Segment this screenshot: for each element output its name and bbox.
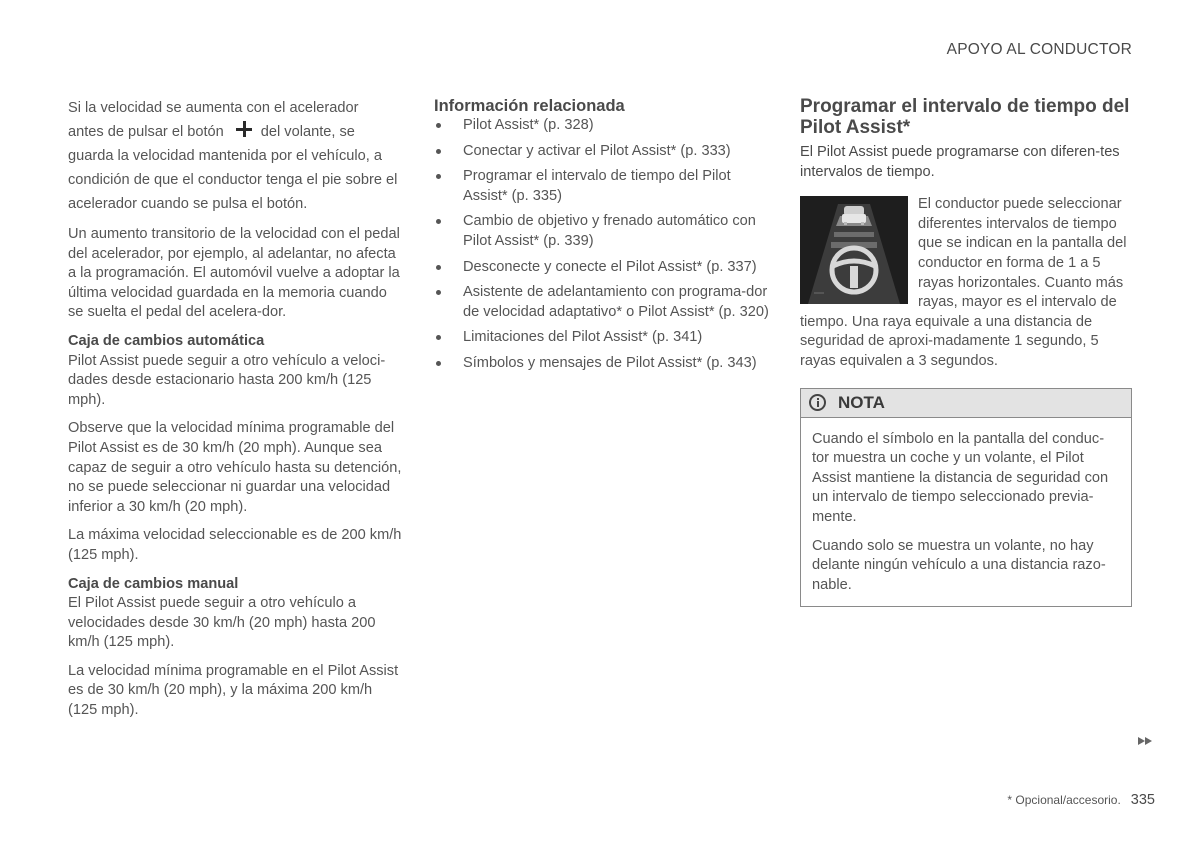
section-intro: El Pilot Assist puede programarse con diferen-tes intervalos de tiempo. xyxy=(800,144,1120,180)
related-link-8[interactable]: Símbolos y mensajes de Pilot Assist* (p. 343) xyxy=(434,354,770,374)
related-link-6[interactable]: Asistente de adelantamiento con programa-dor de velocidad adaptativo* o Pilot Assist* (p. 320) xyxy=(434,283,770,322)
footnote: * Opcional/accesorio. xyxy=(1007,793,1121,807)
note-box xyxy=(800,388,1132,608)
paragraph-intro-part-a: Si la velocidad se aumenta con el acelerador xyxy=(68,100,359,116)
paragraph-intro-part-b: antes de pulsar el botón xyxy=(68,124,224,140)
paragraph-transient-speed: Un aumento transitorio de la velocidad con el pedal del acelerador, por ejemplo, al adelantar, no afecta a la programación. El automóvil vuelve a adoptar la última velocidad guardada en la memoria cuando se suelta el pedal del acelera-dor. xyxy=(68,226,400,321)
note-title: NOTA xyxy=(838,392,885,412)
paragraph-manual-limits: La velocidad mínima programable en el Pilot Assist es de 30 km/h (20 mph), y la máxima 200 km/h (125 mph). xyxy=(68,662,399,719)
page-footer xyxy=(1007,791,1155,811)
note-body xyxy=(801,418,1131,607)
note-header xyxy=(801,389,1131,418)
plus-icon xyxy=(236,121,252,137)
continue-arrow-icon xyxy=(1138,737,1152,745)
note-paragraph-2: Cuando solo se muestra un volante, no hay delante ningún vehículo a una distancia razo-nable. xyxy=(812,537,1106,593)
paragraph-max-speed: La máxima velocidad seleccionable es de 200 km/h (125 mph). xyxy=(68,527,402,563)
related-link-7[interactable]: Limitaciones del Pilot Assist* (p. 341) xyxy=(434,328,770,348)
info-icon xyxy=(809,394,826,411)
car-steering-wheel-icon xyxy=(800,196,908,304)
paragraph-manual-range: El Pilot Assist puede seguir a otro vehículo a velocidades desde 30 km/h (20 mph) hasta 200 km/h (125 mph). xyxy=(68,595,376,651)
related-link-4[interactable]: Cambio de objetivo y frenado automático con Pilot Assist* (p. 339) xyxy=(434,212,770,251)
related-info-title: Información relacionada xyxy=(434,97,625,115)
section-title: Programar el intervalo de tiempo del Pilot Assist* xyxy=(800,96,1130,138)
note-paragraph-1: Cuando el símbolo en la pantalla del conduc-tor muestra un coche y un volante, el Pilot Assist mantiene la distancia de seguridad con un intervalo de tiempo seleccionado previa-mente. xyxy=(812,430,1109,525)
subheading-manual: Caja de cambios manual xyxy=(68,575,239,592)
related-link-3[interactable]: Programar el intervalo de tiempo del Pilot Assist* (p. 335) xyxy=(434,167,770,206)
related-link-1[interactable]: Pilot Assist* (p. 328) xyxy=(434,116,770,136)
paragraph-intro xyxy=(68,96,404,216)
driver-display-illustration xyxy=(800,196,908,304)
subheading-automatic: Caja de cambios automática xyxy=(68,332,265,349)
section-header: APOYO AL CONDUCTOR xyxy=(946,41,1132,58)
paragraph-automatic-range: Pilot Assist puede seguir a otro vehículo a veloci-dades desde estacionario hasta 200 km/h (125 mph). xyxy=(68,352,386,408)
column-right xyxy=(800,96,1132,607)
column-middle xyxy=(434,96,770,380)
paragraph-min-speed: Observe que la velocidad mínima programable del Pilot Assist es de 30 km/h (20 mph). Aunque sea capaz de seguir a otro vehículo hasta su detención, no se puede seleccionar ni guardar una velocidad inferior a 30 km/h (20 mph). xyxy=(68,420,402,515)
page-number: 335 xyxy=(1130,792,1155,808)
related-link-5[interactable]: Desconecte y conecte el Pilot Assist* (p. 337) xyxy=(434,258,770,278)
paragraph-intro-part-c: del volante, se guarda la velocidad mantenida por el vehículo, a condición de que el conductor tenga el pie sobre el acelerador cuando se pulsa el botón. xyxy=(68,124,398,212)
section-body: El conductor puede seleccionar diferentes intervalos de tiempo que se indican en la pantalla del conductor en forma de 1 a 5 rayas horizontales. Cuanto más rayas, mayor es el intervalo de tiempo. Una raya equivale a una distancia de seguridad de aproxi-madamente 1 segundo, 5 rayas equivalen a 3 segundos. xyxy=(800,196,1127,369)
related-link-2[interactable]: Conectar y activar el Pilot Assist* (p. 333) xyxy=(434,142,770,162)
related-info-list xyxy=(434,116,770,374)
column-left xyxy=(68,96,404,730)
